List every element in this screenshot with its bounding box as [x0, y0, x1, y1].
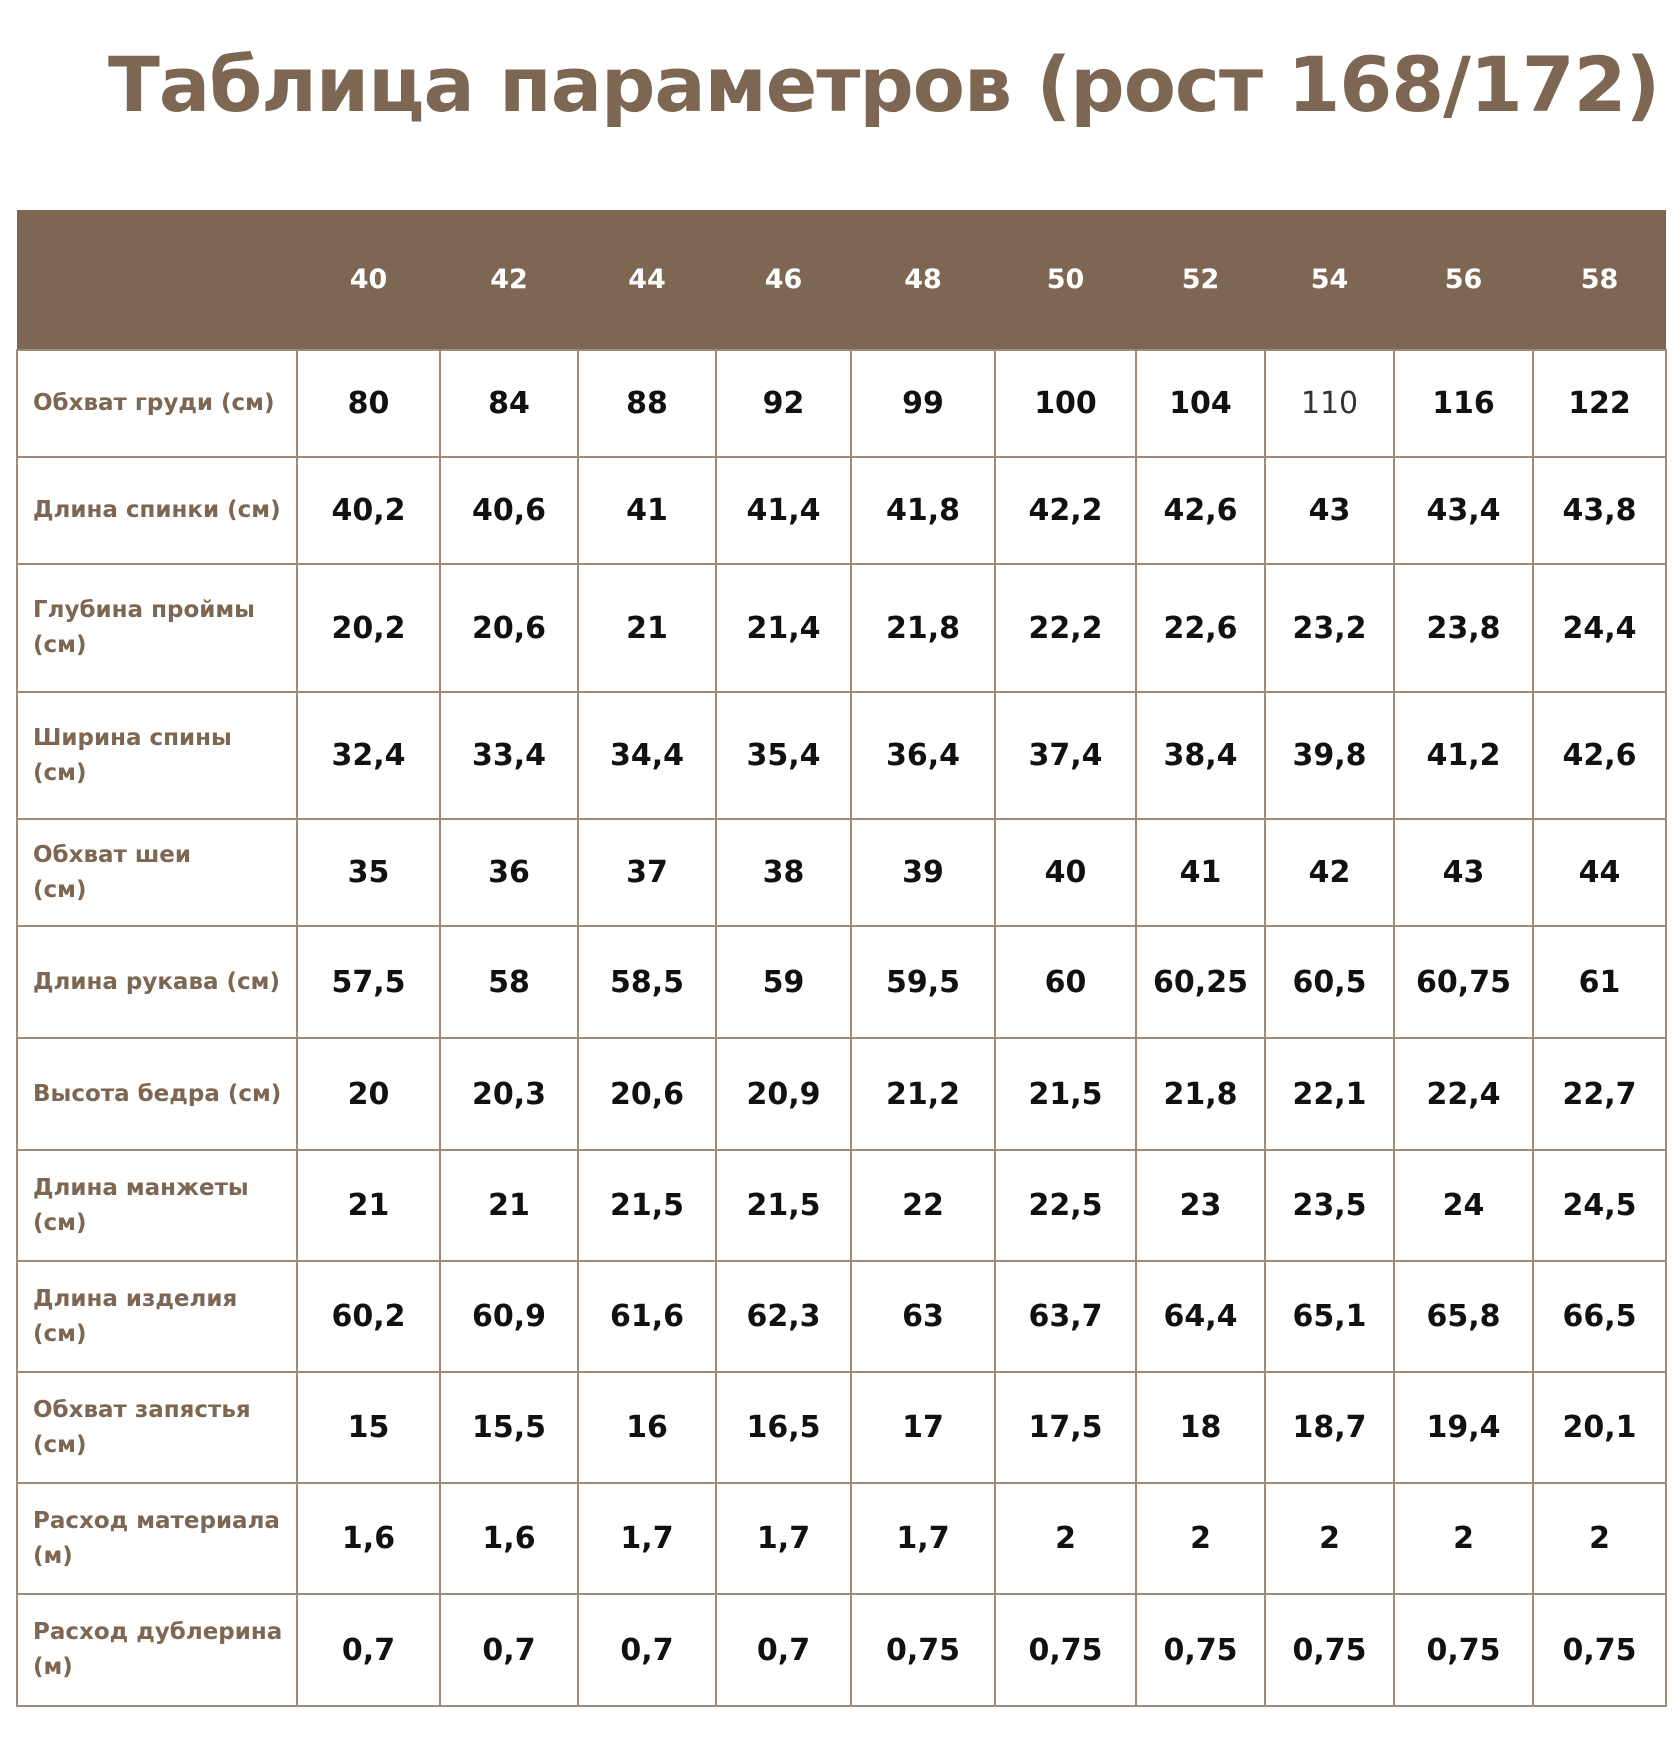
value-cell: 23,5: [1265, 1150, 1394, 1261]
value-cell: 22,4: [1394, 1038, 1533, 1150]
table-row: [17, 1261, 1666, 1372]
value-cell: 59: [716, 926, 851, 1038]
table-row: [17, 819, 1666, 926]
value-cell: 57,5: [297, 926, 440, 1038]
value-cell: 21: [440, 1150, 578, 1261]
row-label: Расход материала (м): [17, 1483, 297, 1594]
value-cell: 60,75: [1394, 926, 1533, 1038]
value-cell: 60,25: [1136, 926, 1265, 1038]
value-cell: 20,2: [297, 564, 440, 692]
value-cell: 0,7: [578, 1594, 716, 1706]
value-cell: 21,2: [851, 1038, 995, 1150]
value-cell: 0,75: [1136, 1594, 1265, 1706]
table-row: [17, 457, 1666, 564]
value-cell: 41,8: [851, 457, 995, 564]
value-cell: 64,4: [1136, 1261, 1265, 1372]
value-cell: 20,1: [1533, 1372, 1666, 1483]
value-cell: 43: [1394, 819, 1533, 926]
value-cell: 20,6: [440, 564, 578, 692]
value-cell: 39,8: [1265, 692, 1394, 819]
table-row: [17, 564, 1666, 692]
value-cell: 2: [1136, 1483, 1265, 1594]
value-cell: 22,7: [1533, 1038, 1666, 1150]
value-cell: 58: [440, 926, 578, 1038]
page-title: Таблица параметров (рост 168/172): [108, 40, 1660, 129]
value-cell: 42,2: [995, 457, 1136, 564]
value-cell: 21,4: [716, 564, 851, 692]
value-cell: 2: [995, 1483, 1136, 1594]
table-row: [17, 1483, 1666, 1594]
row-label: Глубина проймы (см): [17, 564, 297, 692]
table-row: [17, 692, 1666, 819]
size-header: 54: [1265, 210, 1394, 350]
value-cell: 20,9: [716, 1038, 851, 1150]
size-header: 40: [297, 210, 440, 350]
value-cell: 44: [1533, 819, 1666, 926]
row-label: Обхват шеи (см): [17, 819, 297, 926]
value-cell: 0,75: [851, 1594, 995, 1706]
value-cell: 40,6: [440, 457, 578, 564]
value-cell: 63,7: [995, 1261, 1136, 1372]
value-cell: 41,2: [1394, 692, 1533, 819]
table-row: [17, 1150, 1666, 1261]
value-cell: 99: [851, 350, 995, 457]
row-label: Обхват груди (см): [17, 350, 297, 457]
value-cell: 42: [1265, 819, 1394, 926]
table-row: [17, 1594, 1666, 1706]
value-cell: 61: [1533, 926, 1666, 1038]
value-cell: 1,7: [578, 1483, 716, 1594]
value-cell: 92: [716, 350, 851, 457]
size-header: 56: [1394, 210, 1533, 350]
value-cell: 43: [1265, 457, 1394, 564]
row-label: Расход дублерина (м): [17, 1594, 297, 1706]
value-cell: 24,5: [1533, 1150, 1666, 1261]
value-cell: 1,7: [716, 1483, 851, 1594]
header-row: [17, 210, 1666, 350]
value-cell: 16: [578, 1372, 716, 1483]
value-cell: 19,4: [1394, 1372, 1533, 1483]
row-label: Длина рукава (см): [17, 926, 297, 1038]
value-cell: 18,7: [1265, 1372, 1394, 1483]
size-header: 48: [851, 210, 995, 350]
size-header: 44: [578, 210, 716, 350]
value-cell: 37: [578, 819, 716, 926]
value-cell: 20: [297, 1038, 440, 1150]
value-cell: 16,5: [716, 1372, 851, 1483]
row-label: Длина манжеты (см): [17, 1150, 297, 1261]
value-cell: 2: [1394, 1483, 1533, 1594]
value-cell: 17,5: [995, 1372, 1136, 1483]
row-label: Длина спинки (см): [17, 457, 297, 564]
size-header: 58: [1533, 210, 1666, 350]
row-label: Обхват запястья (см): [17, 1372, 297, 1483]
value-cell: 21,5: [578, 1150, 716, 1261]
value-cell: 2: [1533, 1483, 1666, 1594]
value-cell: 110: [1265, 350, 1394, 457]
value-cell: 35: [297, 819, 440, 926]
size-header: 42: [440, 210, 578, 350]
value-cell: 37,4: [995, 692, 1136, 819]
value-cell: 88: [578, 350, 716, 457]
value-cell: 0,75: [1533, 1594, 1666, 1706]
value-cell: 15,5: [440, 1372, 578, 1483]
value-cell: 1,6: [297, 1483, 440, 1594]
value-cell: 84: [440, 350, 578, 457]
value-cell: 65,8: [1394, 1261, 1533, 1372]
value-cell: 36: [440, 819, 578, 926]
value-cell: 22,2: [995, 564, 1136, 692]
value-cell: 58,5: [578, 926, 716, 1038]
value-cell: 17: [851, 1372, 995, 1483]
header-corner: [17, 210, 297, 350]
value-cell: 1,6: [440, 1483, 578, 1594]
value-cell: 33,4: [440, 692, 578, 819]
value-cell: 61,6: [578, 1261, 716, 1372]
value-cell: 41,4: [716, 457, 851, 564]
value-cell: 42,6: [1533, 692, 1666, 819]
value-cell: 66,5: [1533, 1261, 1666, 1372]
value-cell: 21: [578, 564, 716, 692]
value-cell: 22,1: [1265, 1038, 1394, 1150]
value-cell: 22: [851, 1150, 995, 1261]
value-cell: 39: [851, 819, 995, 926]
value-cell: 122: [1533, 350, 1666, 457]
value-cell: 65,1: [1265, 1261, 1394, 1372]
value-cell: 60,5: [1265, 926, 1394, 1038]
value-cell: 18: [1136, 1372, 1265, 1483]
size-header: 52: [1136, 210, 1265, 350]
value-cell: 24,4: [1533, 564, 1666, 692]
value-cell: 0,75: [995, 1594, 1136, 1706]
value-cell: 2: [1265, 1483, 1394, 1594]
value-cell: 60: [995, 926, 1136, 1038]
value-cell: 60,9: [440, 1261, 578, 1372]
value-cell: 0,7: [297, 1594, 440, 1706]
value-cell: 38: [716, 819, 851, 926]
value-cell: 116: [1394, 350, 1533, 457]
value-cell: 40: [995, 819, 1136, 926]
row-label: Высота бедра (см): [17, 1038, 297, 1150]
value-cell: 80: [297, 350, 440, 457]
size-header: 46: [716, 210, 851, 350]
value-cell: 21,8: [1136, 1038, 1265, 1150]
row-label: Ширина спины (см): [17, 692, 297, 819]
value-cell: 0,7: [440, 1594, 578, 1706]
value-cell: 23,8: [1394, 564, 1533, 692]
value-cell: 60,2: [297, 1261, 440, 1372]
value-cell: 43,8: [1533, 457, 1666, 564]
value-cell: 21,5: [716, 1150, 851, 1261]
value-cell: 20,3: [440, 1038, 578, 1150]
value-cell: 22,5: [995, 1150, 1136, 1261]
value-cell: 23: [1136, 1150, 1265, 1261]
value-cell: 63: [851, 1261, 995, 1372]
value-cell: 41: [1136, 819, 1265, 926]
value-cell: 34,4: [578, 692, 716, 819]
value-cell: 40,2: [297, 457, 440, 564]
value-cell: 0,7: [716, 1594, 851, 1706]
value-cell: 35,4: [716, 692, 851, 819]
value-cell: 43,4: [1394, 457, 1533, 564]
value-cell: 100: [995, 350, 1136, 457]
value-cell: 0,75: [1394, 1594, 1533, 1706]
table-row: [17, 1372, 1666, 1483]
value-cell: 22,6: [1136, 564, 1265, 692]
value-cell: 20,6: [578, 1038, 716, 1150]
value-cell: 62,3: [716, 1261, 851, 1372]
value-cell: 104: [1136, 350, 1265, 457]
value-cell: 24: [1394, 1150, 1533, 1261]
size-table: [16, 210, 1667, 1707]
table-row: [17, 1038, 1666, 1150]
value-cell: 15: [297, 1372, 440, 1483]
value-cell: 21,5: [995, 1038, 1136, 1150]
size-header: 50: [995, 210, 1136, 350]
table-row: [17, 926, 1666, 1038]
value-cell: 59,5: [851, 926, 995, 1038]
value-cell: 36,4: [851, 692, 995, 819]
value-cell: 0,75: [1265, 1594, 1394, 1706]
value-cell: 1,7: [851, 1483, 995, 1594]
row-label: Длина изделия (см): [17, 1261, 297, 1372]
value-cell: 38,4: [1136, 692, 1265, 819]
value-cell: 32,4: [297, 692, 440, 819]
value-cell: 41: [578, 457, 716, 564]
table-row: [17, 350, 1666, 457]
value-cell: 21,8: [851, 564, 995, 692]
value-cell: 42,6: [1136, 457, 1265, 564]
value-cell: 21: [297, 1150, 440, 1261]
value-cell: 23,2: [1265, 564, 1394, 692]
